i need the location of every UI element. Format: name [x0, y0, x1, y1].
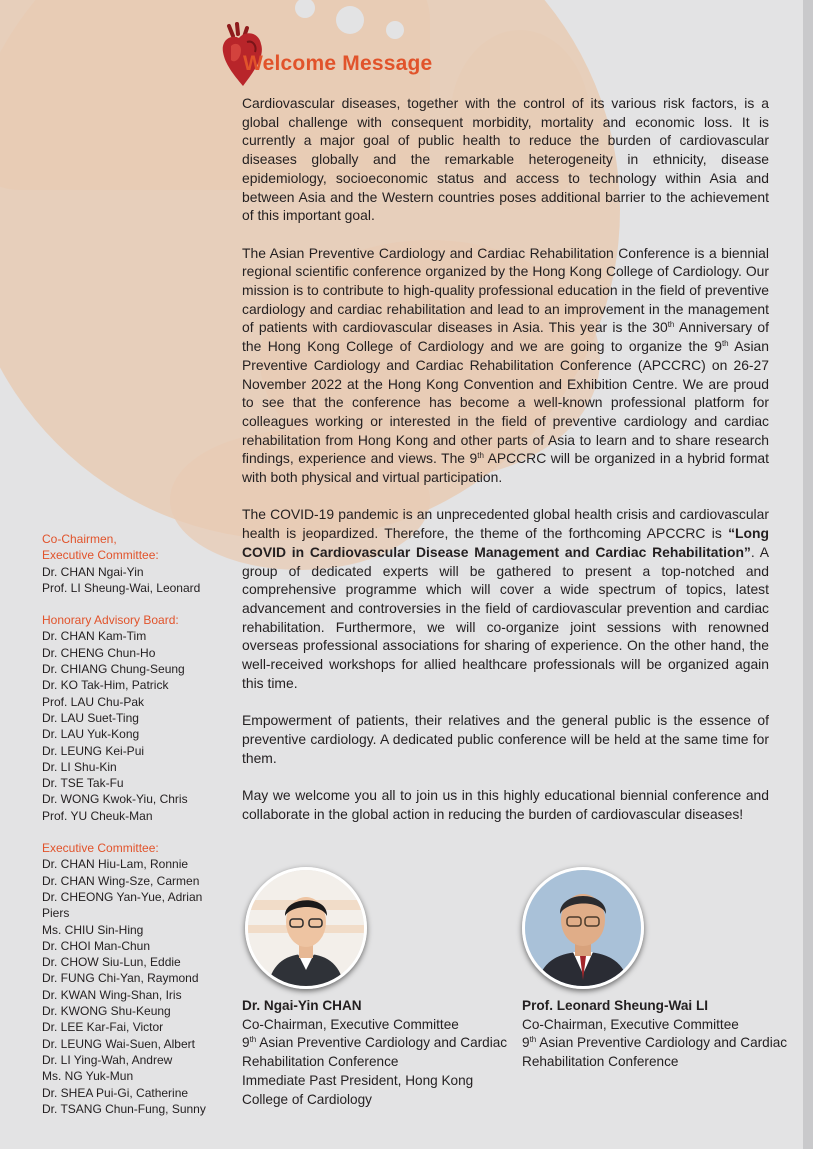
paragraph: The Asian Preventive Cardiology and Cardiac Rehabilitation Conference is a biennial regional scientific conference organized by the Hong Kong College of Cardiology. Our mission is to contribute to high-quality professional education in the field of preventive cardiology and cardiac rehabilitation and lead to an improvement in the management of patients with cardiovascular diseases in Asia. This year is the 30th Anniversary of the Hong Kong College of Cardiology and we are going to organize the 9th Asian Preventive Cardiology and Cardiac Rehabilitation Conference (APCCRC) on 26-27 November 2022 at the Hong Kong Convention and Exhibition Centre. We are proud to see that the conference has become a well-known professional platform for colleagues working or interested in the field of preventive cardiology and cardiac rehabilitation from Hong Kong and other parts of Asia to learn and to share research findings, experience and views. The 9th APCCRC will be organized in a hybrid format with both physical and virtual participation. — [242, 244, 770, 486]
committee-member: Dr. SHEA Pui-Gi, Catherine — [42, 1085, 189, 1100]
portrait-chan — [245, 867, 367, 989]
committee-member: Dr. CHOW Siu-Lun, Eddie — [42, 955, 181, 970]
signatory-conference: 9th Asian Preventive Cardiology and Cardiac Rehabilitation Conference — [242, 1035, 508, 1070]
committee-member: Dr. KO Tak-Him, Patrick — [42, 678, 169, 693]
committee-section — [42, 612, 232, 824]
signatory-name: Dr. Ngai-Yin CHAN — [242, 998, 362, 1013]
signatory-caption — [522, 997, 802, 1072]
welcome-body — [242, 94, 769, 842]
committee-member: Prof. LAU Chu-Pak — [42, 694, 145, 709]
committee-member: Ms. CHIU Sin-Hing — [42, 922, 144, 937]
committee-member: Dr. TSANG Chun-Fung, Sunny — [42, 1101, 206, 1116]
paragraph: Cardiovascular diseases, together with the control of its various risk factors, is a global challenge with consequent morbidity, mortality and economic loss. It is currently a major goal of public health to reduce the burden of cardiovascular diseases globally and the remarkable heterogeneity in ethnicity, disease epidemiology, socioeconomic status and access to technology within Asia and between Asia and the Western countries poses additional barrier to the achievement of this important goal. — [242, 95, 769, 224]
committee-member: Dr. CHAN Wing-Sze, Carmen — [42, 873, 200, 888]
committee-member: Dr. LEUNG Wai-Suen, Albert — [42, 1036, 195, 1051]
committee-member: Prof. LI Sheung-Wai, Leonard — [42, 580, 201, 595]
signatory-conference: 9th Asian Preventive Cardiology and Cardiac Rehabilitation Conference — [522, 1035, 788, 1070]
committee-member: Dr. KWAN Wing-Shan, Iris — [42, 987, 182, 1002]
committee-member: Dr. CHOI Man-Chun — [42, 938, 151, 953]
committee-member: Dr. CHENG Chun-Ho — [42, 645, 156, 660]
signatory-extra: Immediate Past President, Hong Kong College of Cardiology — [242, 1072, 474, 1107]
committee-sidebar — [42, 531, 232, 1133]
committee-member: Dr. LEUNG Kei-Pui — [42, 743, 145, 758]
committee-heading: Co-Chairmen, Executive Committee: — [42, 532, 159, 563]
committee-member: Dr. LI Shu-Kin — [42, 759, 117, 774]
conference-theme: “Long COVID in Cardiovascular Disease Management and Cardiac Rehabilitation” — [242, 525, 769, 560]
committee-member: Dr. LAU Yuk-Kong — [42, 727, 140, 742]
signatory-role: Co-Chairman, Executive Committee — [522, 1016, 739, 1032]
portrait-li — [522, 867, 644, 989]
committee-member: Dr. CHAN Hiu-Lam, Ronnie — [42, 857, 189, 872]
committee-member: Dr. TSE Tak-Fu — [42, 776, 124, 791]
committee-member: Dr. CHAN Ngai-Yin — [42, 564, 144, 579]
committee-member: Dr. FUNG Chi-Yan, Raymond — [42, 971, 199, 986]
paragraph: The COVID-19 pandemic is an unprecedented global health crisis and cardiovascular health is jeopardized. Therefore, the theme of the forthcoming APCCRC is “Long COVID in Cardiovascular Disease Management and Cardiac Rehabilitation”. A group of dedicated experts will be gathered to present a top-notched and comprehensive programme which will cover a wide spectrum of topics, latest advancement and controversies in the field of cardiovascular prevention and cardiac rehabilitation. Furthermore, we will co-organize joint sessions with renowned overseas professional associations for sharing of experience. On the other hand, the well-received workshops for allied healthcare professionals will be organized again this time. — [242, 506, 770, 691]
committee-member: Prof. YU Cheuk-Man — [42, 808, 153, 823]
paragraph: May we welcome you all to join us in this highly educational biennial conference and collaborate in the global action in reducing the burden of cardiovascular diseases! — [242, 786, 769, 822]
committee-member: Dr. LI Ying-Wah, Andrew — [42, 1052, 173, 1067]
committee-member: Dr. WONG Kwok-Yiu, Chris — [42, 792, 188, 807]
committee-member: Ms. NG Yuk-Mun — [42, 1069, 134, 1084]
committee-member: Dr. CHEONG Yan-Yue, Adrian Piers — [42, 889, 203, 921]
committee-member: Dr. CHAN Kam-Tim — [42, 629, 147, 644]
committee-member: Dr. LAU Suet-Ting — [42, 710, 139, 725]
committee-member: Dr. KWONG Shu-Keung — [42, 1004, 171, 1019]
signatory-name: Prof. Leonard Sheung-Wai LI — [522, 998, 709, 1013]
signatory-caption — [242, 997, 518, 1109]
committee-member: Dr. LEE Kar-Fai, Victor — [42, 1020, 164, 1035]
committee-section — [42, 840, 232, 1117]
committee-heading: Executive Committee: — [42, 841, 159, 856]
committee-heading: Honorary Advisory Board: — [42, 613, 179, 628]
committee-section — [42, 531, 232, 596]
signatory-role: Co-Chairman, Executive Committee — [242, 1016, 459, 1032]
committee-member: Dr. CHIANG Chung-Seung — [42, 662, 185, 677]
paragraph: Empowerment of patients, their relatives and the general public is the essence of preventive cardiology. A dedicated public conference will be held at the same time for them. — [242, 712, 769, 766]
page-title: Welcome Message — [243, 52, 433, 75]
